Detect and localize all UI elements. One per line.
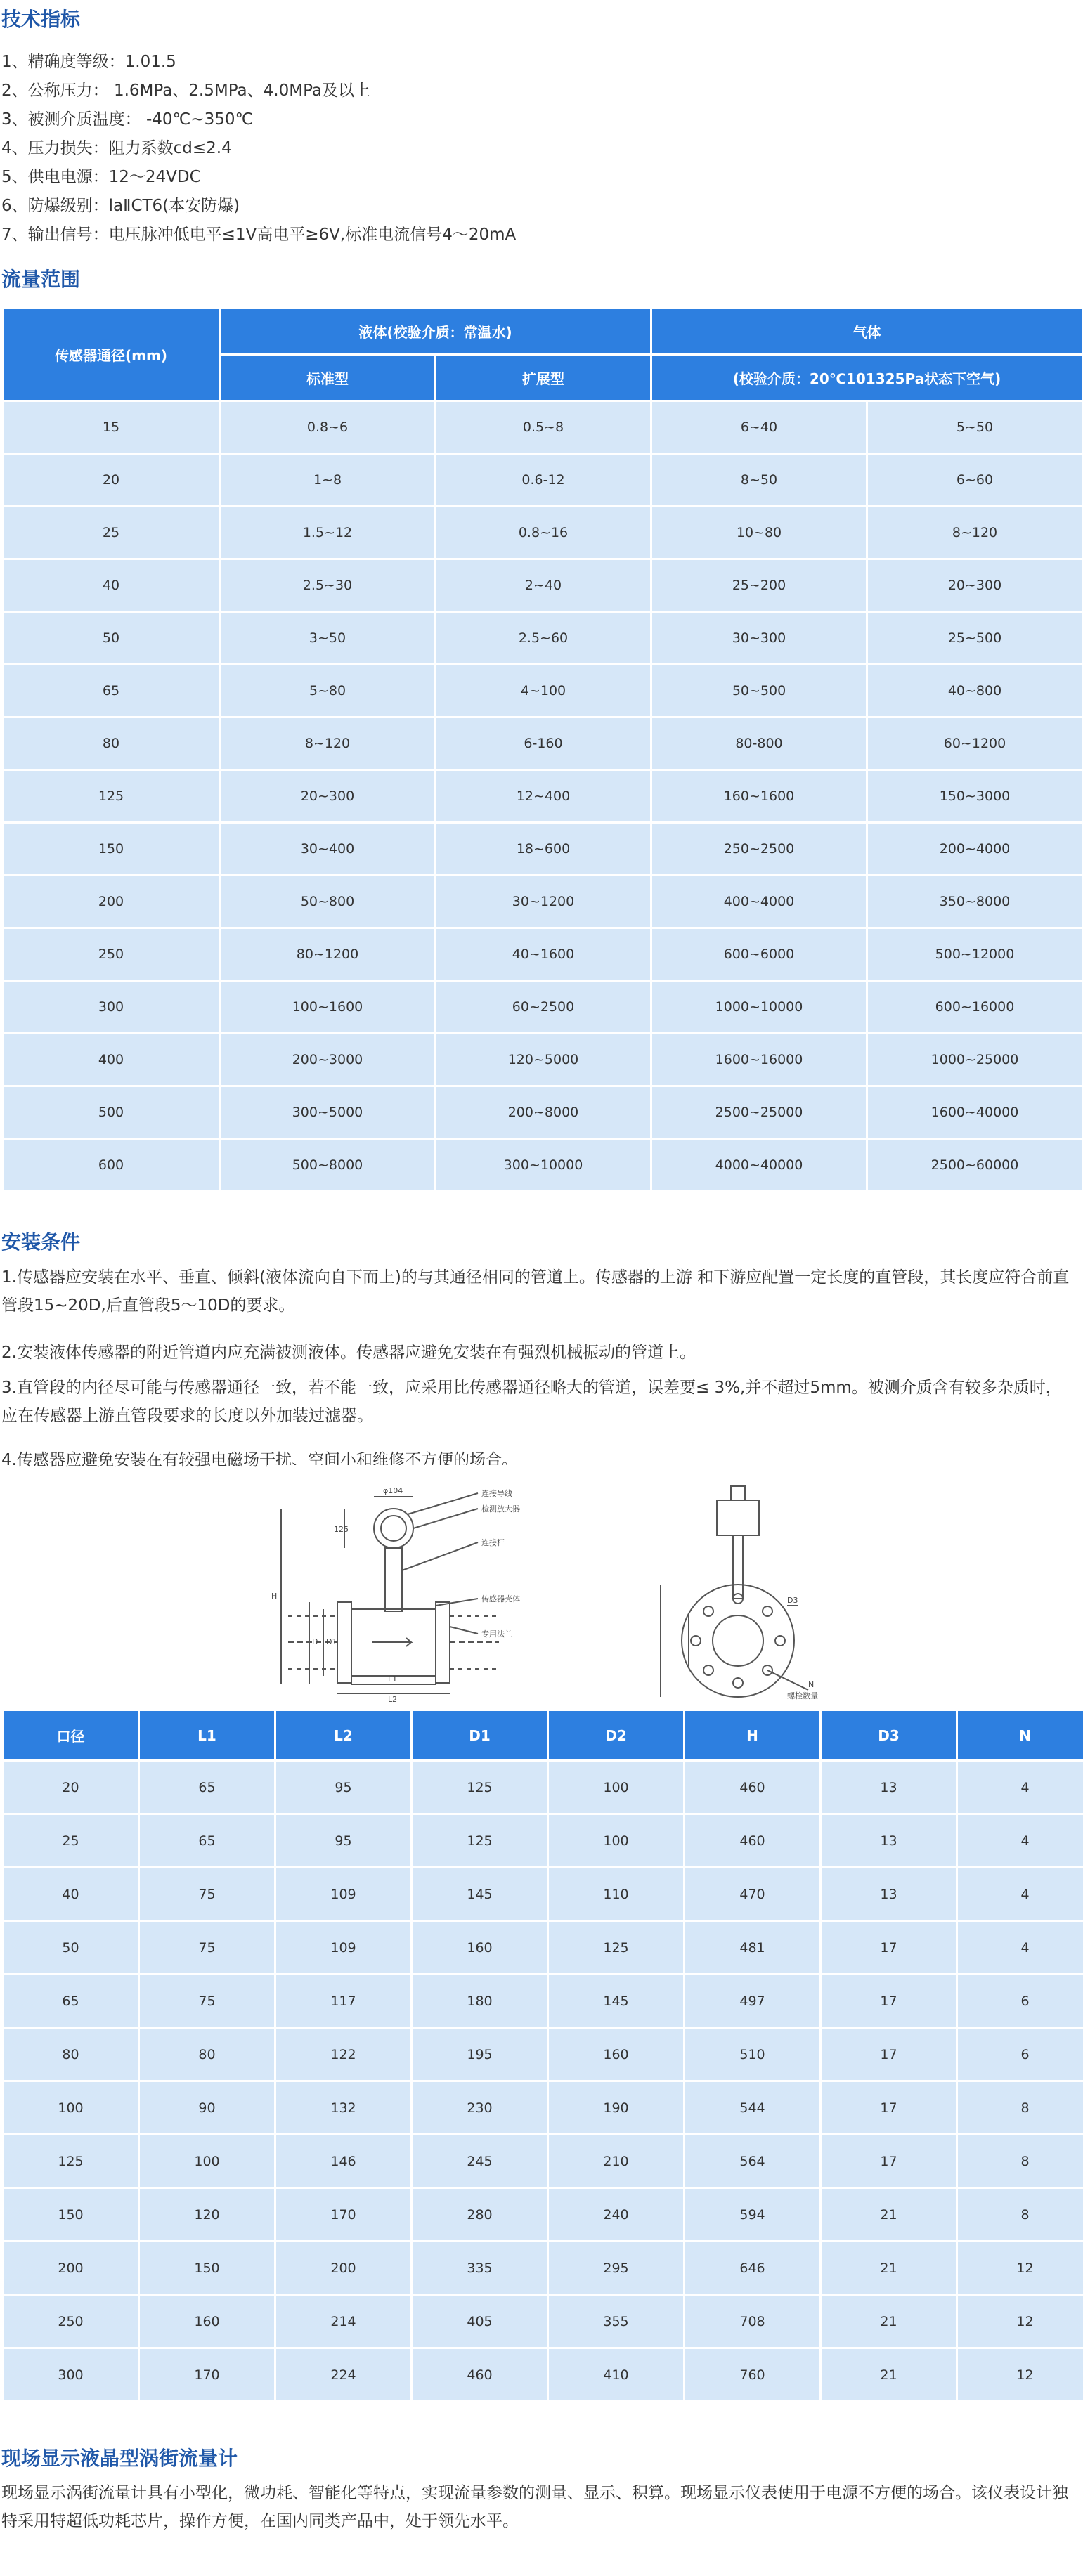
dims-cell: 224 [276, 2349, 410, 2400]
dims-cell: 160 [140, 2296, 274, 2347]
flow-cell: 350~8000 [868, 876, 1082, 927]
dims-cell: 170 [276, 2189, 410, 2240]
dims-cell: 65 [140, 1762, 274, 1813]
flow-cell: 2~40 [436, 560, 650, 611]
dims-cell: 6 [958, 2029, 1083, 2080]
dims-cell: 200 [276, 2242, 410, 2294]
flow-table [1, 307, 1083, 1192]
dims-header-cell: 口径 [4, 1711, 138, 1759]
flow-title: 流量范围 [1, 268, 81, 291]
dims-cell: 160 [549, 2029, 683, 2080]
dims-cell: 8 [958, 2135, 1083, 2187]
flow-cell: 20~300 [221, 771, 434, 821]
flow-cell: 50 [4, 613, 219, 663]
dims-cell: 214 [276, 2296, 410, 2347]
flow-cell: 40 [4, 560, 219, 611]
dims-cell: 460 [413, 2349, 547, 2400]
flow-cell: 150~3000 [868, 771, 1082, 821]
dims-cell: 510 [685, 2029, 819, 2080]
flow-cell: 60~1200 [868, 718, 1082, 769]
lcd-title: 现场显示液晶型涡街流量计 [1, 2447, 238, 2470]
flow-cell: 12~400 [436, 771, 650, 821]
flow-cell: 50~500 [652, 665, 866, 716]
flow-cell: 250 [4, 929, 219, 980]
th-liquid: 液体(校验介质：常温水) [221, 309, 650, 353]
dims-cell: 145 [413, 1868, 547, 1920]
flow-cell: 200~3000 [221, 1034, 434, 1085]
flow-cell: 25 [4, 507, 219, 558]
dims-cell: 13 [822, 1762, 956, 1813]
dims-cell: 245 [413, 2135, 547, 2187]
dims-cell: 13 [822, 1815, 956, 1866]
flow-cell: 1.5~12 [221, 507, 434, 558]
dims-cell: 109 [276, 1868, 410, 1920]
th-diameter: 传感器通径(mm) [4, 309, 219, 400]
dims-cell: 65 [4, 1975, 138, 2027]
flow-cell: 1000~10000 [652, 982, 866, 1032]
flow-cell: 400 [4, 1034, 219, 1085]
dims-cell: 250 [4, 2296, 138, 2347]
flow-cell: 4000~40000 [652, 1140, 866, 1190]
dims-header-cell: N [958, 1711, 1083, 1759]
flow-cell: 40~1600 [436, 929, 650, 980]
dims-cell: 20 [4, 1762, 138, 1813]
flow-cell: 20 [4, 455, 219, 505]
dims-cell: 646 [685, 2242, 819, 2294]
dims-cell: 95 [276, 1815, 410, 1866]
dims-cell: 8 [958, 2189, 1083, 2240]
dims-cell: 75 [140, 1922, 274, 1973]
flow-row [4, 718, 1082, 769]
tech-title: 技术指标 [1, 8, 81, 31]
flow-cell: 500~8000 [221, 1140, 434, 1190]
flow-cell: 40~800 [868, 665, 1082, 716]
th-standard: 标准型 [221, 356, 434, 400]
dims-row [4, 1762, 1083, 1813]
flow-cell: 8~120 [221, 718, 434, 769]
dims-header-cell: D1 [413, 1711, 547, 1759]
dims-cell: 12 [958, 2242, 1083, 2294]
dims-row [4, 1815, 1083, 1866]
flow-cell: 3~50 [221, 613, 434, 663]
dims-cell: 335 [413, 2242, 547, 2294]
flow-row [4, 560, 1082, 611]
flow-cell: 2500~25000 [652, 1087, 866, 1138]
flow-row [4, 402, 1082, 453]
dims-cell: 95 [276, 1762, 410, 1813]
flow-cell: 300~5000 [221, 1087, 434, 1138]
flowmeter-front-view [661, 1486, 808, 1697]
flow-row [4, 824, 1082, 874]
flow-cell: 8~120 [868, 507, 1082, 558]
flow-cell: 600~16000 [868, 982, 1082, 1032]
dims-cell: 145 [549, 1975, 683, 2027]
flow-cell: 65 [4, 665, 219, 716]
dim-l1: L1 [388, 1674, 398, 1684]
tech-item: 6、防爆级别：laⅡCT6(本安防爆) [1, 197, 240, 215]
flow-cell: 2.5~60 [436, 613, 650, 663]
dims-cell: 405 [413, 2296, 547, 2347]
flow-row [4, 982, 1082, 1032]
dims-cell: 190 [549, 2082, 683, 2133]
dims-cell: 146 [276, 2135, 410, 2187]
flow-cell: 2500~60000 [868, 1140, 1082, 1190]
dims-cell: 122 [276, 2029, 410, 2080]
dims-cell: 80 [4, 2029, 138, 2080]
label-connecting-rod: 连接杆 [481, 1538, 505, 1547]
dims-cell: 160 [413, 1922, 547, 1973]
dim-d: D [312, 1637, 318, 1646]
dims-cell: 460 [685, 1815, 819, 1866]
flow-cell: 500 [4, 1087, 219, 1138]
flow-row [4, 1087, 1082, 1138]
dims-header-cell: D2 [549, 1711, 683, 1759]
tech-item: 4、压力损失：阻力系数cd≤2.4 [1, 139, 232, 157]
dims-cell: 21 [822, 2296, 956, 2347]
dims-cell: 708 [685, 2296, 819, 2347]
dims-cell: 760 [685, 2349, 819, 2400]
dims-header-cell: L1 [140, 1711, 274, 1759]
flow-cell: 0.8~6 [221, 402, 434, 453]
flow-cell: 10~80 [652, 507, 866, 558]
dims-cell: 12 [958, 2296, 1083, 2347]
flow-cell: 5~50 [868, 402, 1082, 453]
dims-cell: 25 [4, 1815, 138, 1866]
dim-125: 125 [334, 1525, 349, 1534]
flow-cell: 500~12000 [868, 929, 1082, 980]
dims-cell: 65 [140, 1815, 274, 1866]
dims-cell: 195 [413, 2029, 547, 2080]
flow-cell: 0.8~16 [436, 507, 650, 558]
lcd-text: 现场显示涡街流量计具有小型化，微功耗、智能化等特点，实现流量参数的测量、显示、积算。现场显示仪表使用于电源不方便的场合。该仪表设计独特采用特超低功耗芯片，操作方便，在国内同类产品中，处于领先水平。 [1, 2484, 1068, 2530]
dims-cell: 125 [4, 2135, 138, 2187]
dims-cell: 125 [413, 1762, 547, 1813]
dims-cell: 17 [822, 2029, 956, 2080]
dims-cell: 132 [276, 2082, 410, 2133]
install-title: 安装条件 [1, 1230, 81, 1254]
dims-cell: 110 [549, 1868, 683, 1920]
flow-cell: 25~500 [868, 613, 1082, 663]
flow-cell: 0.5~8 [436, 402, 650, 453]
flow-cell: 20~300 [868, 560, 1082, 611]
dims-cell: 100 [549, 1815, 683, 1866]
flow-cell: 25~200 [652, 560, 866, 611]
dims-cell: 80 [140, 2029, 274, 2080]
flow-cell: 6~40 [652, 402, 866, 453]
flow-cell: 15 [4, 402, 219, 453]
dims-cell: 497 [685, 1975, 819, 2027]
dims-cell: 470 [685, 1868, 819, 1920]
dims-cell: 4 [958, 1868, 1083, 1920]
dim-phi: φ104 [383, 1486, 403, 1495]
dims-cell: 210 [549, 2135, 683, 2187]
dims-cell: 125 [549, 1922, 683, 1973]
dim-l2: L2 [388, 1695, 398, 1704]
dims-row [4, 1975, 1083, 2027]
dims-cell: 594 [685, 2189, 819, 2240]
th-extended: 扩展型 [436, 356, 650, 400]
dims-cell: 300 [4, 2349, 138, 2400]
label-sensor-body: 传感器壳体 [481, 1594, 520, 1604]
flow-cell: 50~800 [221, 876, 434, 927]
dims-cell: 240 [549, 2189, 683, 2240]
dimensions-table [1, 1709, 1083, 2402]
tech-item: 7、输出信号：电压脉冲低电平≤1V高电平≥6V,标准电流信号4～20mA [1, 226, 517, 244]
dim-n: N [808, 1680, 815, 1689]
dims-row [4, 1922, 1083, 1973]
dims-cell: 4 [958, 1815, 1083, 1866]
flow-cell: 300 [4, 982, 219, 1032]
flow-cell: 600 [4, 1140, 219, 1190]
dim-d1: D1 [326, 1637, 337, 1646]
flow-cell: 5~80 [221, 665, 434, 716]
dims-cell: 120 [140, 2189, 274, 2240]
flow-cell: 80~1200 [221, 929, 434, 980]
dims-cell: 230 [413, 2082, 547, 2133]
dims-cell: 4 [958, 1922, 1083, 1973]
dims-cell: 481 [685, 1922, 819, 1973]
dims-cell: 564 [685, 2135, 819, 2187]
flow-row [4, 613, 1082, 663]
flow-cell: 4~100 [436, 665, 650, 716]
dims-cell: 100 [549, 1762, 683, 1813]
dims-row [4, 2135, 1083, 2187]
tech-item: 3、被测介质温度： -40℃~350℃ [1, 110, 254, 129]
dims-cell: 21 [822, 2349, 956, 2400]
flow-row [4, 665, 1082, 716]
dims-row [4, 2242, 1083, 2294]
dims-row [4, 1868, 1083, 1920]
dims-row [4, 2296, 1083, 2347]
dims-header-cell: H [685, 1711, 819, 1759]
flow-row [4, 507, 1082, 558]
flow-cell: 30~1200 [436, 876, 650, 927]
flow-cell: 200~8000 [436, 1087, 650, 1138]
flow-cell: 80-800 [652, 718, 866, 769]
dims-cell: 125 [413, 1815, 547, 1866]
dims-cell: 460 [685, 1762, 819, 1813]
dims-header-cell: D3 [822, 1711, 956, 1759]
label-bolt-count: 螺栓数量 [787, 1691, 818, 1700]
dims-cell: 280 [413, 2189, 547, 2240]
dims-cell: 295 [549, 2242, 683, 2294]
flow-cell: 120~5000 [436, 1034, 650, 1085]
flow-cell: 6~60 [868, 455, 1082, 505]
flow-cell: 1000~25000 [868, 1034, 1082, 1085]
dim-d3: D3 [787, 1596, 798, 1605]
dims-row [4, 2349, 1083, 2400]
dim-h: H [271, 1592, 278, 1601]
dims-cell: 40 [4, 1868, 138, 1920]
flow-cell: 30~400 [221, 824, 434, 874]
flow-cell: 0.6-12 [436, 455, 650, 505]
flow-cell: 400~4000 [652, 876, 866, 927]
flow-row [4, 771, 1082, 821]
flow-cell: 30~300 [652, 613, 866, 663]
label-connecting-wire: 连接导线 [481, 1489, 512, 1498]
dims-cell: 200 [4, 2242, 138, 2294]
flow-cell: 2.5~30 [221, 560, 434, 611]
label-special-flange: 专用法兰 [481, 1629, 512, 1639]
flow-cell: 100~1600 [221, 982, 434, 1032]
flow-cell: 60~2500 [436, 982, 650, 1032]
dims-row [4, 2029, 1083, 2080]
dims-cell: 544 [685, 2082, 819, 2133]
flow-cell: 200 [4, 876, 219, 927]
flow-cell: 18~600 [436, 824, 650, 874]
flow-row [4, 929, 1082, 980]
flow-cell: 1~8 [221, 455, 434, 505]
dims-cell: 117 [276, 1975, 410, 2027]
flow-cell: 600~6000 [652, 929, 866, 980]
dims-cell: 109 [276, 1922, 410, 1973]
flow-cell: 200~4000 [868, 824, 1082, 874]
flow-row [4, 455, 1082, 505]
installation-diagram [267, 1465, 886, 1704]
dims-cell: 21 [822, 2242, 956, 2294]
th-gas: 气体 [652, 309, 1082, 353]
dims-cell: 90 [140, 2082, 274, 2133]
dims-cell: 355 [549, 2296, 683, 2347]
dims-cell: 100 [4, 2082, 138, 2133]
dims-cell: 17 [822, 1922, 956, 1973]
dims-cell: 150 [4, 2189, 138, 2240]
tech-item: 1、精确度等级：1.01.5 [1, 53, 176, 71]
flow-cell: 250~2500 [652, 824, 866, 874]
dims-cell: 17 [822, 2082, 956, 2133]
dims-cell: 75 [140, 1975, 274, 2027]
dims-header-cell: L2 [276, 1711, 410, 1759]
tech-item: 5、供电电源：12～24VDC [1, 168, 201, 186]
flow-cell: 150 [4, 824, 219, 874]
dims-cell: 170 [140, 2349, 274, 2400]
flow-cell: 125 [4, 771, 219, 821]
flow-cell: 300~10000 [436, 1140, 650, 1190]
dims-cell: 75 [140, 1868, 274, 1920]
dims-cell: 6 [958, 1975, 1083, 2027]
dims-cell: 180 [413, 1975, 547, 2027]
install-paragraph: 4.传感器应避免安装在有较强电磁场干扰、空间小和维修不方便的场合。 [1, 1451, 518, 1469]
dims-row [4, 2189, 1083, 2240]
install-paragraph: 3.直管段的内径尽可能与传感器通径一致，若不能一致，应采用比传感器通径略大的管道，误差要≤ 3%,并不超过5mm。被测介质含有较多杂质时，应在传感器上游直管段要求的长度以外加装过滤器。 [1, 1379, 1062, 1425]
dims-cell: 17 [822, 2135, 956, 2187]
dims-cell: 17 [822, 1975, 956, 2027]
label-amplifier: 检测放大器 [481, 1504, 520, 1514]
flowmeter-side-view [281, 1493, 499, 1693]
install-paragraph: 1.传感器应安装在水平、垂直、倾斜(液体流向自下而上)的与其通径相同的管道上。传感器的上游 和下游应配置一定长度的直管段，其长度应符合前直管段15~20D,后直管段5～10D的要求。 [1, 1268, 1070, 1315]
flow-cell: 1600~40000 [868, 1087, 1082, 1138]
dims-cell: 13 [822, 1868, 956, 1920]
dims-cell: 50 [4, 1922, 138, 1973]
dims-row [4, 2082, 1083, 2133]
dims-cell: 21 [822, 2189, 956, 2240]
flow-cell: 80 [4, 718, 219, 769]
flow-cell: 160~1600 [652, 771, 866, 821]
th-gas-sub: (校验介质：20℃101325Pa状态下空气) [652, 356, 1082, 400]
flow-row [4, 1034, 1082, 1085]
flow-cell: 8~50 [652, 455, 866, 505]
dims-cell: 8 [958, 2082, 1083, 2133]
flow-row [4, 1140, 1082, 1190]
dims-cell: 4 [958, 1762, 1083, 1813]
dims-cell: 150 [140, 2242, 274, 2294]
dims-cell: 410 [549, 2349, 683, 2400]
dims-cell: 100 [140, 2135, 274, 2187]
dims-cell: 12 [958, 2349, 1083, 2400]
flow-row [4, 876, 1082, 927]
flow-cell: 1600~16000 [652, 1034, 866, 1085]
flow-cell: 6-160 [436, 718, 650, 769]
tech-item: 2、公称压力： 1.6MPa、2.5MPa、4.0MPa及以上 [1, 82, 371, 100]
install-paragraph: 2.安装液体传感器的附近管道内应充满被测液体。传感器应避免安装在有强烈机械振动的管道上。 [1, 1344, 696, 1362]
